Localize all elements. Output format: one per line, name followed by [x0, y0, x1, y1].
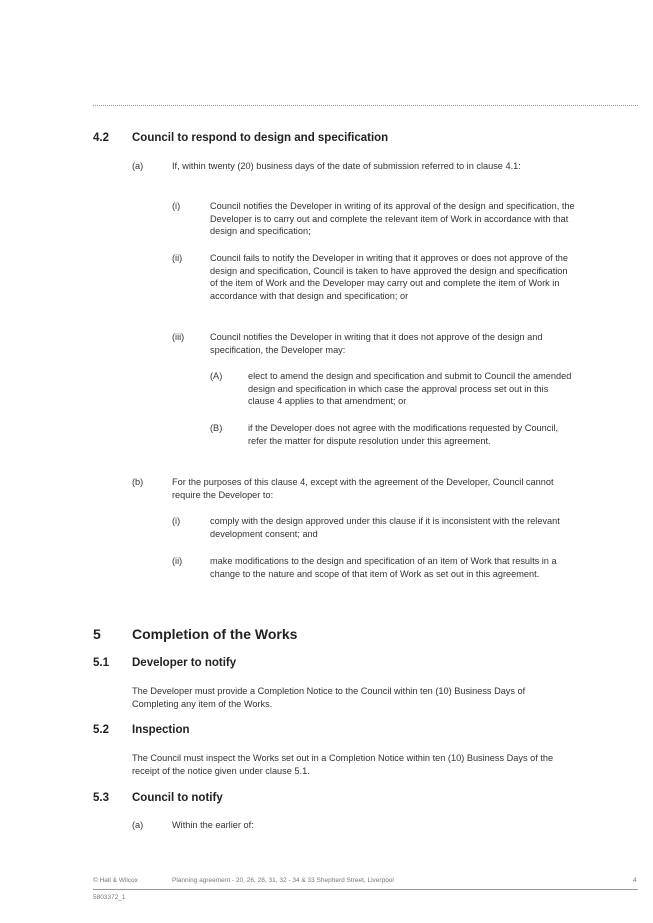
section-title: Council to respond to design and specification — [132, 132, 389, 144]
section-text: The Council must inspect the Works set out in a Completion Notice within ten (10) Business Days of the receipt of the notice given under clause 5.1. — [132, 753, 554, 776]
section-number: 4.2 — [93, 132, 109, 144]
section-title: Council to notify — [132, 792, 223, 804]
clause-text: If, within twenty (20) business days of the date of submission referred to in clause 4.1: — [172, 161, 521, 171]
clause-text: make modifications to the design and specification of an item of Work that results in a change to the nature and scope of that item of Work as set out in this agreement. — [210, 556, 557, 579]
clause-label: (i) — [172, 516, 181, 526]
section-title: Developer to notify — [132, 657, 237, 669]
section-number: 5.1 — [93, 657, 109, 669]
clause-label: (ii) — [172, 556, 183, 566]
section-title: Inspection — [132, 724, 190, 736]
clause-text: For the purposes of this clause 4, except with the agreement of the Developer, Council cannot require the Developer to: — [172, 477, 554, 500]
clause-text: Council notifies the Developer in writing that it does not approve of the design and specification, the Developer may: — [210, 332, 543, 355]
footer-reference: 5803372_1 — [93, 894, 126, 901]
clause-label: (iii) — [172, 332, 185, 342]
heading-title: Completion of the Works — [132, 626, 298, 642]
clause-label: (B) — [210, 423, 223, 433]
footer-page-number: 4 — [633, 877, 637, 884]
clause-text: if the Developer does not agree with the modifications requested by Council, refer the matter for dispute resolution under this agreement. — [248, 423, 559, 446]
clause-text: Council notifies the Developer in writing of its approval of the design and specification, the Developer is to carry out and complete the relevant item of Work in accordance with that design and specification; — [210, 201, 575, 237]
clause-label: (b) — [132, 477, 144, 487]
clause-label: (i) — [172, 201, 181, 211]
section-number: 5.2 — [93, 724, 109, 736]
header-rule — [93, 105, 638, 106]
footer-rule — [93, 889, 638, 890]
footer-firm: © Hall & Wilcox — [93, 877, 138, 884]
clause-text: elect to amend the design and specification and submit to Council the amended design and specification in which case the approval process set out in this clause 4 applies to that amendment; or — [248, 371, 572, 407]
section-number: 5.3 — [93, 792, 109, 804]
clause-label: (A) — [210, 371, 223, 381]
clause-label: (a) — [132, 820, 144, 830]
clause-label: (ii) — [172, 253, 183, 263]
clause-text: comply with the design approved under this clause if it is inconsistent with the relevant development consent; and — [210, 516, 560, 539]
section-text: The Developer must provide a Completion Notice to the Council within ten (10) Business Days of Completing any item of the Works. — [132, 686, 526, 709]
clause-text: Council fails to notify the Developer in writing that it approves or does not approve of the design and specification, Council is taken to have approved the design and specification of the item of Work and the Developer may carry out and complete the item of Work in accordance with that design and specification; or — [210, 253, 569, 301]
clause-label: (a) — [132, 161, 144, 171]
footer-document: Planning agreement - 20, 26, 28, 31, 32 - 34 & 33 Shepherd Street, Liverpool — [172, 877, 394, 884]
clause-text: Within the earlier of: — [172, 820, 254, 830]
heading-number: 5 — [93, 626, 101, 642]
